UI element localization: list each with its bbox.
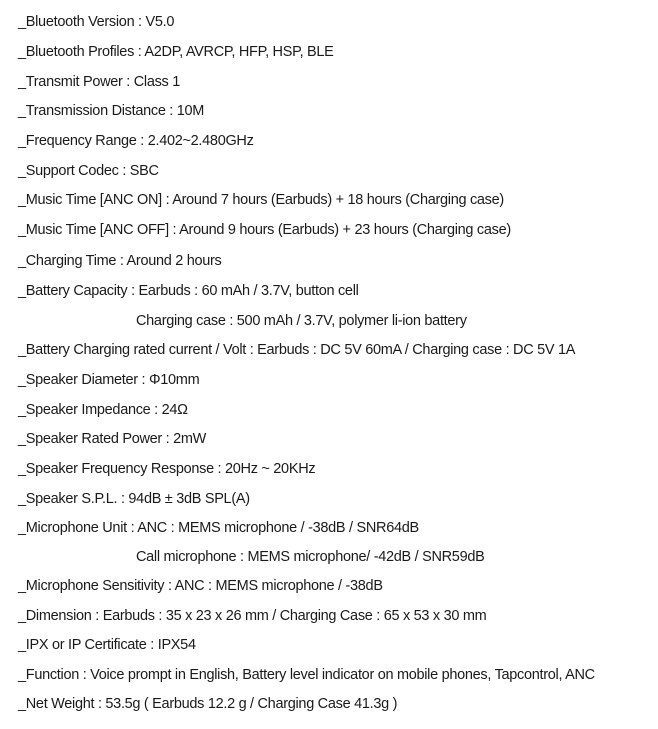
spec-function: _Function : Voice prompt in English, Battery level indicator on mobile phones, Tapcontrol, ANC: [18, 667, 595, 683]
spec-speaker-diameter: _Speaker Diameter : Φ10mm: [18, 372, 200, 388]
spec-charging-time: _Charging Time : Around 2 hours: [18, 253, 222, 269]
spec-speaker-frequency-response: _Speaker Frequency Response : 20Hz ~ 20KHz: [18, 461, 316, 477]
spec-battery-capacity: _Battery Capacity : Earbuds : 60 mAh / 3.7V, button cell: [18, 283, 359, 299]
spec-transmit-power: _Transmit Power : Class 1: [18, 74, 180, 90]
spec-battery-capacity-case: Charging case : 500 mAh / 3.7V, polymer li-ion battery: [136, 313, 467, 329]
spec-music-time-anc-off: _Music Time [ANC OFF] : Around 9 hours (Earbuds) + 23 hours (Charging case): [18, 222, 511, 238]
spec-speaker-rated-power: _Speaker Rated Power : 2mW: [18, 431, 207, 447]
spec-battery-charging-rated: _Battery Charging rated current / Volt : Earbuds : DC 5V 60mA / Charging case : DC 5V 1A: [18, 342, 576, 358]
spec-bluetooth-version: _Bluetooth Version : V5.0: [18, 14, 175, 30]
spec-support-codec: _Support Codec : SBC: [18, 163, 159, 179]
spec-transmission-distance: _Transmission Distance : 10M: [18, 103, 205, 119]
spec-speaker-spl: _Speaker S.P.L. : 94dB ± 3dB SPL(A): [18, 491, 250, 507]
spec-microphone-unit: _Microphone Unit : ANC : MEMS microphone / -38dB / SNR64dB: [18, 520, 419, 536]
spec-net-weight: _Net Weight : 53.5g ( Earbuds 12.2 g / Charging Case 41.3g ): [18, 696, 398, 712]
spec-microphone-unit-call: Call microphone : MEMS microphone/ -42dB / SNR59dB: [136, 549, 485, 565]
spec-speaker-impedance: _Speaker Impedance : 24Ω: [18, 402, 188, 418]
spec-frequency-range: _Frequency Range : 2.402~2.480GHz: [18, 133, 254, 149]
spec-microphone-sensitivity: _Microphone Sensitivity : ANC : MEMS microphone / -38dB: [18, 578, 383, 594]
spec-dimension: _Dimension : Earbuds : 35 x 23 x 26 mm / Charging Case : 65 x 53 x 30 mm: [18, 608, 487, 624]
spec-bluetooth-profiles: _Bluetooth Profiles : A2DP, AVRCP, HFP, HSP, BLE: [18, 44, 334, 60]
spec-ip-certificate: _IPX or IP Certificate : IPX54: [18, 637, 196, 653]
spec-music-time-anc-on: _Music Time [ANC ON] : Around 7 hours (Earbuds) + 18 hours (Charging case): [18, 192, 504, 208]
